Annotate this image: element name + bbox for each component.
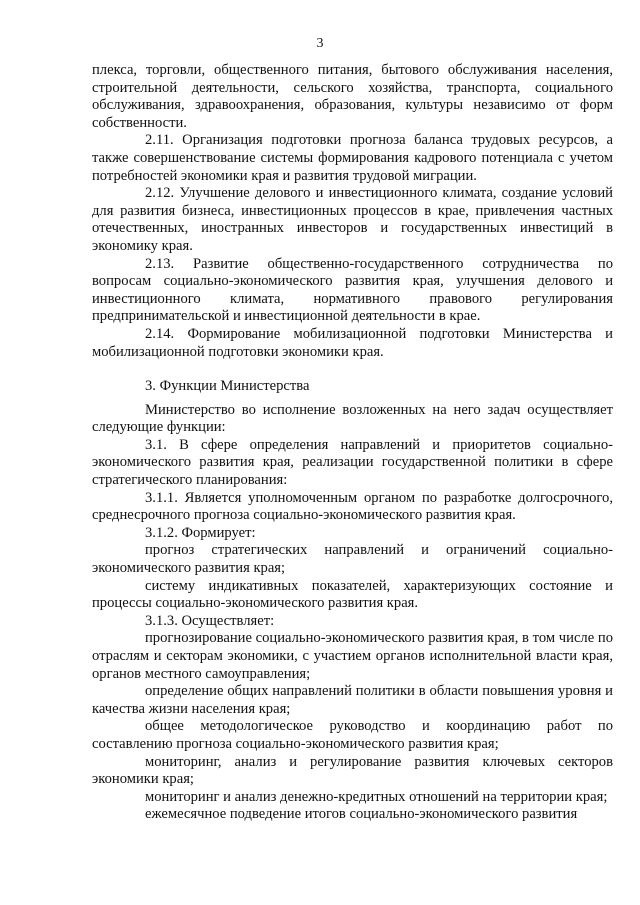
paragraph-2-11: 2.11. Организация подготовки прогноза баланса трудовых ресурсов, а также совершенствование системы формирования кадрового потенциала с учетом потребностей экономики края и развития трудовой миграции. <box>92 132 613 184</box>
paragraph-3-1-3: 3.1.3. Осуществляет: <box>145 612 275 629</box>
list-item: ежемесячное подведение итогов социально-экономического развития <box>145 806 578 823</box>
paragraph-3-1: 3.1. В сфере определения направлений и приоритетов социально-экономического развития края, реализации государственной политики в сфере стратегического планирования: <box>92 436 613 489</box>
list-item: прогноз стратегических направлений и ограничений социально-экономического развития края; <box>92 542 613 577</box>
paragraph-3-1-1: 3.1.1. Является уполномоченным органом по разработке долгосрочного, среднесрочного прогноза социально-экономического развития края. <box>92 489 613 524</box>
document-body <box>92 62 613 824</box>
list-item: систему индикативных показателей, характеризующих состояние и процессы социально-экономического развития края. <box>92 577 613 612</box>
paragraph-2-14: 2.14. Формирование мобилизационной подготовки Министерства и мобилизационной подготовки экономики края. <box>92 325 613 360</box>
list-item: определение общих направлений политики в области повышения уровня и качества жизни населения края; <box>92 683 613 717</box>
list-item: прогнозирование социально-экономического развития края, в том числе по отраслям и секторам экономики, с участием органов исполнительной власти края, органов местного самоуправления; <box>92 630 613 682</box>
paragraph-2-12: 2.12. Улучшение делового и инвестиционного климата, создание условий для развития бизнеса, инвестиционных процессов в крае, привлечения частных отечественных, иностранных инвесторов и государственных инвестиций в экономику края. <box>92 185 613 254</box>
paragraph-intro: Министерство во исполнение возложенных на него задач осуществляет следующие функции: <box>92 401 613 436</box>
paragraph-3-1-2: 3.1.2. Формирует: <box>145 524 256 541</box>
list-item: мониторинг, анализ и регулирование развития ключевых секторов экономики края; <box>92 753 613 788</box>
list-item: общее методологическое руководство и координацию работ по составлению прогноза социально-экономического развития края; <box>92 718 613 752</box>
paragraph: плекса, торговли, общественного питания, бытового обслуживания населения, строительной деятельности, сельского хозяйства, транспорта, социального обслуживания, здравоохранения, образования, культуры независимо от форм собственности. <box>92 62 613 131</box>
paragraph-2-13: 2.13. Развитие общественно-государственного сотрудничества по вопросам социально-экономического развития края, улучшения делового и инвестиционного климата, нормативного правового регулирования предпринимательской и инвестиционной деятельности в крае. <box>92 255 613 325</box>
section-heading-functions: 3. Функции Министерства <box>145 378 310 395</box>
list-item: мониторинг и анализ денежно-кредитных отношений на территории края; <box>145 788 608 805</box>
page-number: 3 <box>316 36 324 51</box>
